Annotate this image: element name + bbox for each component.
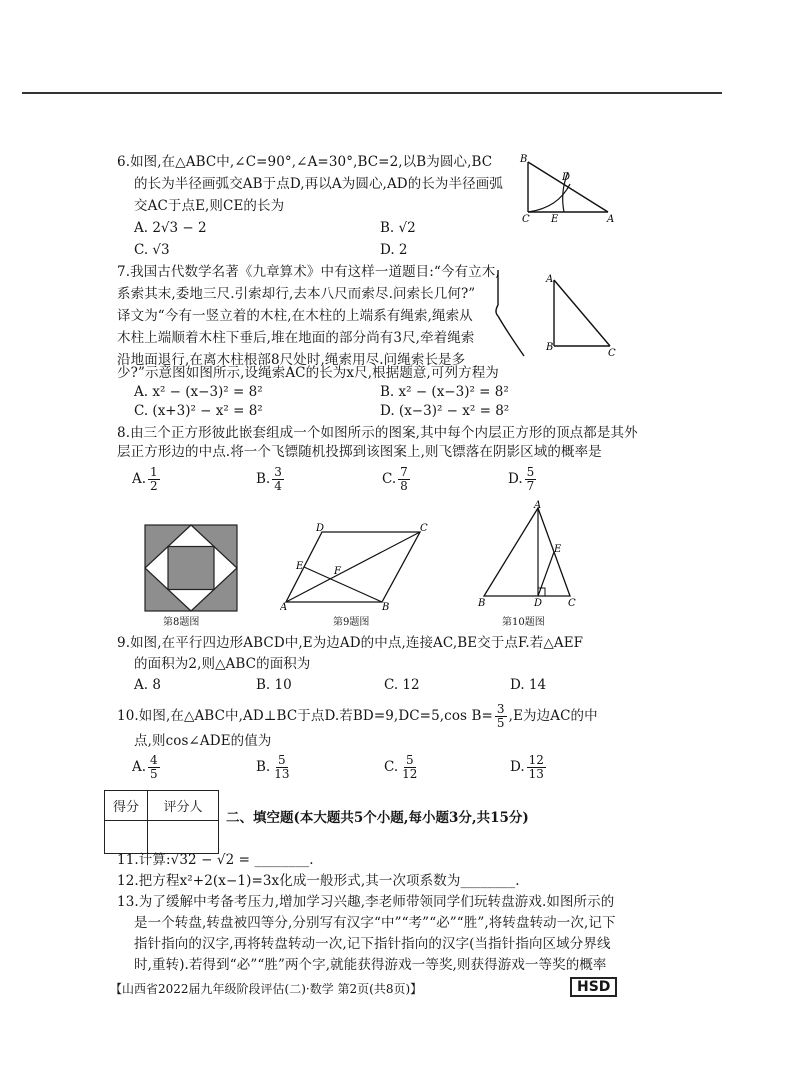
q7-line-6: 少?”示意图如图所示,设绳索AC的长为x尺,根据题意,可列方程为 (117, 365, 499, 381)
q9-label-f: F (334, 566, 341, 577)
q8-option-b-label: B. (256, 471, 271, 487)
q8-option-d-num: 5 (526, 465, 535, 479)
q10-option-d-num: 12 (528, 753, 544, 767)
q6-line-1: 6.如图,在△ABC中,∠C=90°,∠A=30°,BC=2,以B为圆心,BC (117, 154, 493, 170)
q6-label-e: E (551, 214, 559, 225)
q6-option-d: D. 2 (380, 242, 408, 258)
q10-line-1-post: ,E为边AC的中 (508, 708, 598, 724)
section-2-title: 二、填空题(本大题共5个小题,每小题3分,共15分) (226, 810, 529, 826)
q8-line-2: 层正方形边的中点.将一个飞镖随机投掷到该图案上,则飞镖落在阴影区域的概率是 (117, 444, 602, 460)
q8-option-c-den: 8 (400, 479, 408, 493)
q7-line-2: 系索其末,委地三尺.引索却行,去本八尺而索尽.问索长几何?” (117, 286, 476, 302)
q8-option-a-label: A. (132, 471, 147, 487)
q7-option-d: D. (x−3)² − x² = 8² (380, 403, 510, 419)
q9-option-c: C. 12 (384, 677, 420, 693)
score-cell[interactable] (105, 821, 148, 854)
q10-cosb-num: 3 (496, 702, 505, 716)
q6-line-2: 的长为半径画弧交AB于点D,再以A为圆心,AD的长为半径画弧 (134, 176, 503, 192)
q10-figure (474, 500, 584, 612)
q10-option-a-frac (148, 754, 160, 781)
q10-label-c: C (568, 598, 576, 609)
q11: 11.计算:√32 − √2 = ________. (117, 852, 314, 868)
q13-line-3: 指针指向的汉字,再将转盘转动一次,记下指针指向的汉字(当指针指向区域分界线 (134, 936, 611, 952)
q10-label-a: A (534, 500, 542, 511)
q8-option-a-frac (148, 466, 160, 493)
q8-inner-square (168, 547, 214, 590)
q9-label-e: E (296, 561, 304, 572)
q7-line-4: 木柱上端顺着木柱下垂后,堆在地面的部分尚有3尺,牵着绳索 (117, 330, 475, 346)
q8-option-d-label: D. (508, 471, 523, 487)
q10-option-a (132, 754, 162, 781)
fig10-caption: 第10题图 (502, 617, 545, 628)
q7-pole-rope (496, 270, 498, 316)
q8-option-a (132, 466, 162, 493)
q6-option-b: B. √2 (380, 220, 416, 236)
footer-text: 【山西省2022届九年级阶段评估(二)·数学 第2页(共8页)】 (110, 982, 423, 996)
q8-option-b-den: 4 (274, 479, 282, 493)
q9-line-2: 的面积为2,则△ABC的面积为 (134, 656, 311, 672)
q10-line-1-pre: 10.如图,在△ABC中,AD⊥BC于点D.若BD=9,DC=5,cos B= (117, 708, 493, 724)
q9-option-b: B. 10 (256, 677, 292, 693)
q6-option-c: C. √3 (134, 242, 170, 258)
q10-segment-de (538, 552, 554, 596)
q8-option-c-num: 7 (400, 465, 408, 479)
q8-option-d-den: 7 (526, 479, 535, 493)
q7-option-c: C. (x+3)² − x² = 8² (134, 403, 263, 419)
q8-option-b-num: 3 (274, 465, 282, 479)
q10-option-b-label: B. (256, 759, 271, 775)
score-header: 得分 (105, 791, 148, 821)
footer-code-badge: HSD (570, 977, 617, 997)
q9-figure (280, 522, 436, 612)
q10-cosb-frac (495, 703, 507, 730)
q6-label-c: C (522, 214, 530, 225)
q10-option-b-num: 5 (278, 753, 286, 767)
q7-side-ac (554, 280, 610, 346)
q10-option-c (384, 754, 421, 781)
q6-label-d: D (562, 172, 571, 183)
q10-option-b (256, 754, 294, 781)
q7-label-c: C (608, 348, 616, 359)
q9-label-d: D (316, 523, 325, 534)
q6-option-a: A. 2√3 − 2 (134, 220, 207, 236)
q7-figure (486, 260, 626, 364)
q10-cosb-den: 5 (496, 716, 505, 730)
q10-option-d (510, 754, 548, 781)
grader-header: 评分人 (148, 791, 219, 821)
q6-line-3: 交AC于点E,则CE的长为 (134, 198, 285, 214)
q7-option-a: A. x² − (x−3)² = 8² (134, 384, 263, 400)
q10-option-a-den: 5 (150, 767, 158, 781)
q13-line-1: 13.为了缓解中考备考压力,增加学习兴趣,李老师带领同学们玩转盘游戏.如图所示的 (117, 894, 615, 910)
fig8-caption: 第8题图 (163, 617, 200, 628)
q10-option-a-num: 4 (150, 753, 158, 767)
fig9-caption: 第9题图 (333, 617, 370, 628)
q7-label-b: B (546, 342, 554, 353)
q9-label-a: A (280, 602, 288, 612)
q10-option-b-den: 13 (274, 767, 290, 781)
q6-label-b: B (520, 154, 528, 165)
q10-option-a-label: A. (132, 759, 147, 775)
q8-option-d-frac (525, 466, 537, 493)
q10-label-e: E (554, 544, 562, 555)
q10-label-b: B (478, 598, 486, 609)
grader-cell[interactable] (148, 821, 219, 854)
q10-option-d-frac (527, 754, 546, 781)
q6-figure (508, 150, 628, 225)
q7-line-5: 沿地面退行,在离木柱根部8尺处时,绳索用尽.问绳索长是多 (117, 352, 466, 368)
q9-option-a: A. 8 (134, 677, 161, 693)
q8-option-d (508, 466, 538, 493)
q13-line-2: 是一个转盘,转盘被四等分,分别写有汉字“中”“考”“必”“胜”,将转盘转动一次,记下 (134, 915, 616, 931)
q10-option-c-label: C. (384, 759, 399, 775)
score-table (104, 790, 219, 854)
q7-rope-slack (498, 316, 524, 356)
q7-label-a: A (546, 274, 554, 285)
q10-option-d-label: D. (510, 759, 525, 775)
header-rule (22, 92, 722, 94)
q7-line-1: 7.我国古代数学名著《九章算术》中有这样一道题目:“今有立木, (117, 264, 500, 280)
q8-option-c-label: C. (382, 471, 397, 487)
q8-option-c-frac (398, 466, 410, 493)
q8-option-b-frac (272, 466, 284, 493)
q8-line-1: 8.由三个正方形彼此嵌套组成一个如图所示的图案,其中每个内层正方形的顶点都是其外 (117, 425, 638, 441)
q9-label-c: C (420, 523, 428, 534)
q10-line-1 (117, 700, 598, 732)
q8-option-a-den: 2 (150, 479, 158, 493)
q8-option-b (256, 466, 286, 493)
q8-option-a-num: 1 (150, 465, 158, 479)
q8-figure (144, 524, 238, 612)
q9-diagonal-ac (286, 532, 420, 602)
q7-option-b: B. x² − (x−3)² = 8² (380, 384, 509, 400)
q10-option-c-num: 5 (405, 753, 414, 767)
q10-option-d-den: 13 (528, 767, 544, 781)
q10-line-2: 点,则cos∠ADE的值为 (134, 733, 272, 749)
q10-option-b-frac (272, 754, 291, 781)
q9-line-1: 9.如图,在平行四边形ABCD中,E为边AD的中点,连接AC,BE交于点F.若△AEF (117, 635, 584, 651)
q13-line-4: 时,重转).若得到“必”“胜”两个字,就能获得游戏一等奖,则获得游戏一等奖的概率 (134, 957, 607, 973)
q10-option-c-frac (400, 754, 419, 781)
q12: 12.把方程x²+2(x−1)=3x化成一般形式,其一次项系数为________. (117, 873, 520, 889)
q7-line-3: 译文为“今有一竖立着的木柱,在木柱的上端系有绳索,绳索从 (117, 308, 473, 324)
q10-option-c-den: 12 (402, 767, 418, 781)
q10-label-d: D (534, 598, 543, 609)
q8-option-c (382, 466, 412, 493)
q6-label-a: A (607, 214, 615, 225)
q9-label-b: B (382, 602, 390, 612)
q9-option-d: D. 14 (510, 677, 547, 693)
